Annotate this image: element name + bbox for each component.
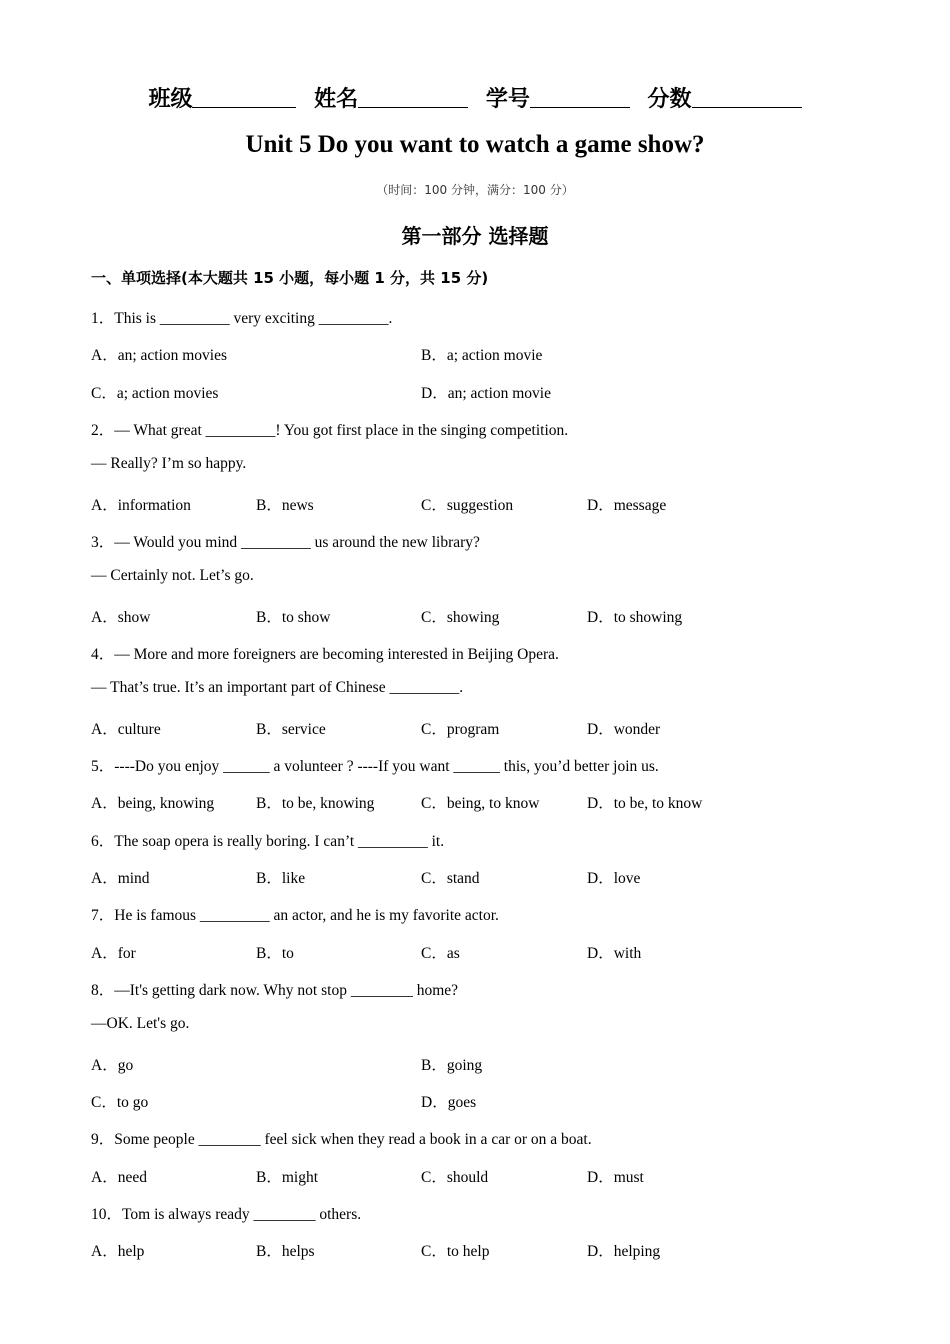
question-3-option-d: D．to showing	[587, 609, 683, 626]
question-9-option-a: A．need	[91, 1169, 147, 1186]
question-2-option-a: A．information	[91, 497, 191, 514]
question-6-option-a: A．mind	[91, 870, 150, 887]
question-7-option-d: D．with	[587, 945, 642, 962]
question-8-option-d: D．goes	[421, 1094, 477, 1111]
question-9-option-d: D．must	[587, 1169, 644, 1186]
question-8-option-b: B．going	[421, 1057, 483, 1074]
class-field: 班级	[148, 82, 296, 113]
section-heading: 一、单项选择(本大题共 15 小题，每小题 1 分，共 15 分)	[91, 269, 489, 287]
question-2-reply: — Really? I’m so happy.	[91, 455, 247, 472]
question-4-option-b: B．service	[256, 721, 326, 738]
question-7-option-a: A．for	[91, 945, 136, 962]
score-blank	[692, 87, 802, 108]
score-field: 分数	[648, 82, 802, 113]
question-4-option-d: D．wonder	[587, 721, 661, 738]
question-5-option-b: B．to be, knowing	[256, 795, 375, 812]
question-5-stem: 5．----Do you enjoy ______ a volunteer ? ----If you want ______ this, you’d better join us.	[91, 758, 659, 775]
question-1-option-b: B．a; action movie	[421, 347, 543, 364]
question-1-option-a: A．an; action movies	[91, 347, 228, 364]
question-10-option-c: C．to help	[421, 1243, 490, 1260]
question-3-reply: — Certainly not. Let’s go.	[91, 567, 254, 584]
question-7-stem: 7．He is famous _________ an actor, and he is my favorite actor.	[91, 907, 499, 924]
question-2-option-d: D．message	[587, 497, 667, 514]
question-6-option-d: D．love	[587, 870, 641, 887]
question-10-option-a: A．help	[91, 1243, 145, 1260]
name-field: 姓名	[314, 82, 468, 113]
class-blank	[192, 87, 296, 108]
part-heading: 第一部分 选择题	[401, 224, 549, 248]
question-9-stem: 9．Some people ________ feel sick when they read a book in a car or on a boat.	[91, 1131, 592, 1148]
question-8-stem: 8．—It's getting dark now. Why not stop ________ home?	[91, 982, 459, 999]
question-2-option-b: B．news	[256, 497, 314, 514]
question-2-option-c: C．suggestion	[421, 497, 514, 514]
question-5-option-d: D．to be, to know	[587, 795, 703, 812]
question-8-option-c: C．to go	[91, 1094, 149, 1111]
question-5-option-c: C．being, to know	[421, 795, 540, 812]
name-blank	[358, 87, 468, 108]
question-10-stem: 10．Tom is always ready ________ others.	[91, 1206, 362, 1223]
exam-info: （时间：100 分钟，满分：100 分）	[376, 183, 574, 197]
question-9-option-b: B．might	[256, 1169, 319, 1186]
student-id-blank	[530, 87, 630, 108]
question-4-option-c: C．program	[421, 721, 500, 738]
question-10-option-d: D．helping	[587, 1243, 661, 1260]
question-7-option-c: C．as	[421, 945, 460, 962]
question-6-option-c: C．stand	[421, 870, 480, 887]
question-4-option-a: A．culture	[91, 721, 161, 738]
question-4-stem: 4．— More and more foreigners are becoming interested in Beijing Opera.	[91, 646, 559, 663]
question-7-option-b: B．to	[256, 945, 294, 962]
question-8-option-a: A．go	[91, 1057, 134, 1074]
question-1-option-c: C．a; action movies	[91, 385, 219, 402]
question-3-option-b: B．to show	[256, 609, 331, 626]
question-6-stem: 6．The soap opera is really boring. I can’t _________ it.	[91, 833, 445, 850]
question-4-reply: — That’s true. It’s an important part of Chinese _________.	[91, 679, 464, 696]
question-3-option-c: C．showing	[421, 609, 500, 626]
question-3-option-a: A．show	[91, 609, 151, 626]
question-1-option-d: D．an; action movie	[421, 385, 551, 402]
question-2-stem: 2．— What great _________! You got first place in the singing competition.	[91, 422, 569, 439]
student-id-field: 学号	[486, 82, 630, 113]
question-1-stem: 1．This is _________ very exciting _________.	[91, 310, 393, 327]
student-info-line	[0, 82, 950, 113]
question-9-option-c: C．should	[421, 1169, 489, 1186]
question-6-option-b: B．like	[256, 870, 306, 887]
question-10-option-b: B．helps	[256, 1243, 315, 1260]
question-3-stem: 3．— Would you mind _________ us around the new library?	[91, 534, 480, 551]
page-title: Unit 5 Do you want to watch a game show?	[245, 131, 705, 158]
question-8-reply: —OK. Let's go.	[91, 1015, 190, 1032]
question-5-option-a: A．being, knowing	[91, 795, 215, 812]
